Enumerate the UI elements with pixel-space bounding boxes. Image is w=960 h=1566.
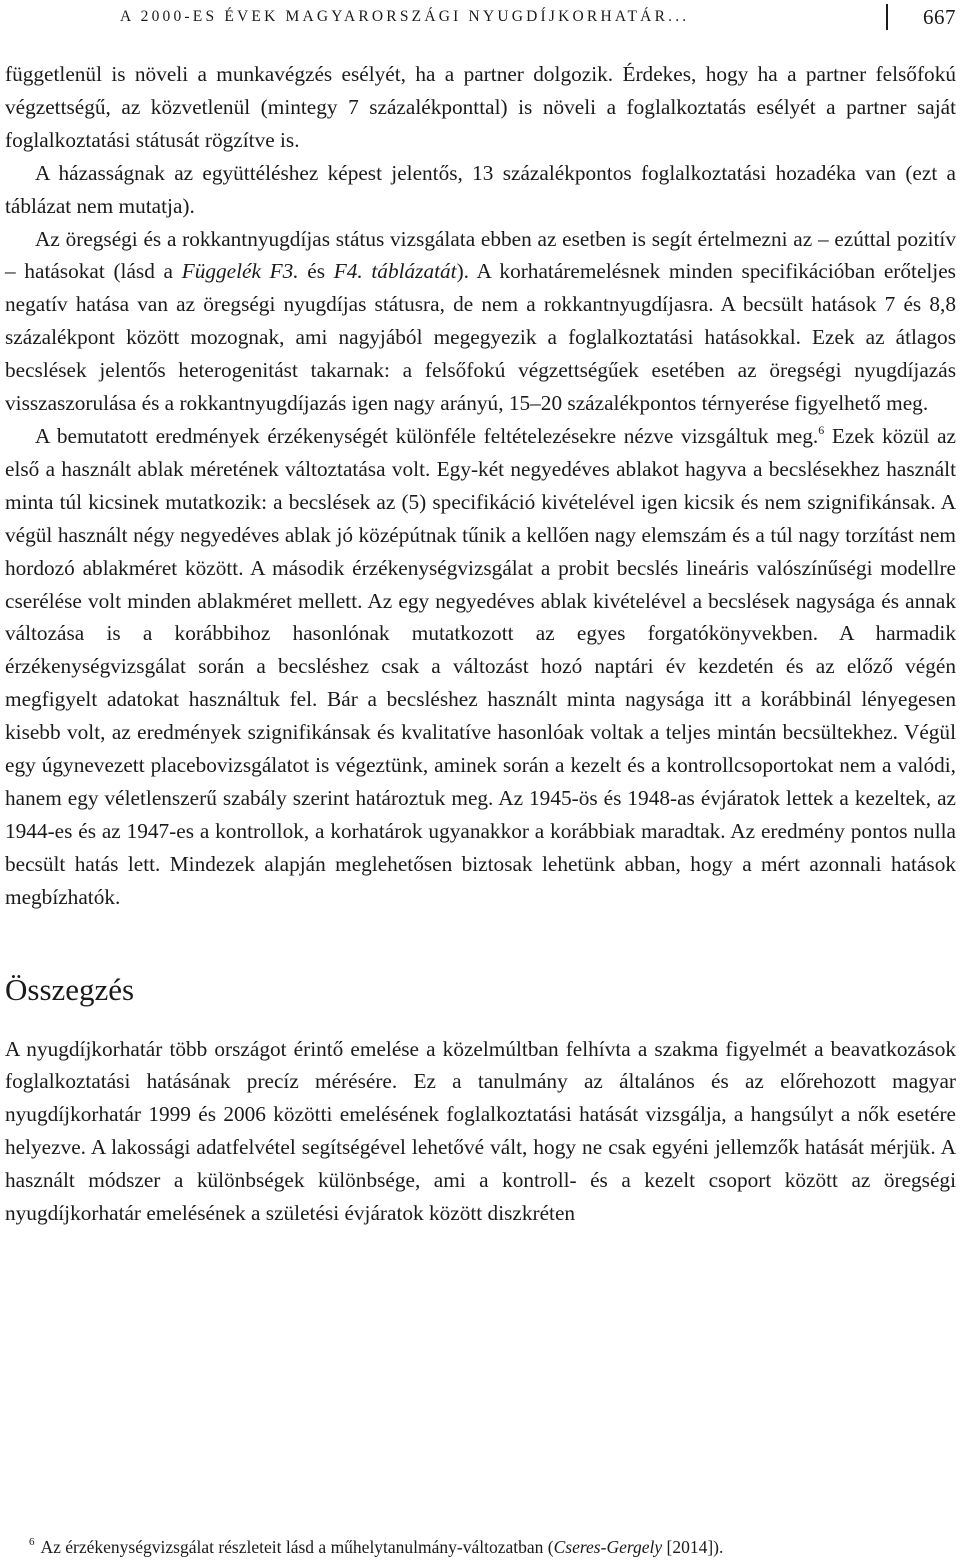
main-text: [5, 58, 956, 1230]
appendix-reference: F4. táblázatát: [333, 259, 457, 284]
footnote-reference[interactable]: 6: [818, 422, 825, 437]
footnote: [5, 1530, 956, 1559]
appendix-reference: Függelék F3.: [181, 259, 299, 284]
paragraph-marriage: A házasságnak az együttéléshez képest jelentős, 13 százalékpontos foglalkoztatási hozadéka van (ezt a táblázat nem mutatja).: [5, 160, 956, 218]
footnote-text: Az érzékenységvizsgálat részleteit lásd a műhelytanulmány-változatban (: [40, 1537, 554, 1557]
paragraph-sensitivity: [5, 420, 956, 914]
paragraph-text: ). A korhatáremelésnek minden specifikációban erőteljes negatív hatása van az öregségi nyugdíjas státusra, de nem a rokkantnyugdíjasra. A becsült hatások 7 és 8,8 százalékpont között mozognak, ami nagyjából megegyezik a foglalkoztatási hatásokkal. Ezek az átlagos becslések jelentős heterogenitást takarnak: a felsőfokú végzettségűek esetében az öregségi nyugdíjazás visszaszorulása és a rokkantnyugdíjazás igen nagy arányú, 15–20 százalékpontos térnyerése figyelhető meg.: [5, 259, 956, 416]
paragraph-text: és: [298, 259, 334, 284]
paragraph-text: A bemutatott eredmények érzékenységét különféle feltételezésekre nézve vizsgáltuk meg.: [35, 423, 819, 448]
paragraph-text: Ezek közül az első a használt ablak méretének változtatása volt. Egy-két negyedéves ablakot hagyva a becslésekhez használt minta túl kicsinek mutatkozik: a becslések az (5) specifikáció kivételével igen kicsik és nem szignifikánsak. A végül használt négy negyedéves ablak jó középútnak tűnik a kellően nagy elemszám és a túl nagy torzítást nem hordozó ablakméret között. A második érzékenységvizsgálat a probit becslés lineáris valószínűségi modellre cserélése volt minden ablakméret mellett. Az egy negyedéves ablak kivételével a becslések nagysága és annak változása is a korábbihoz hasonlónak mutatkozott az egyes forgatókönyvekben. A harmadik érzékenységvizsgálat során a becsléshez csak a változást hozó naptári év kezdetén és az előző végén megfigyelt adatokat használtuk fel. Bár a becsléshez használt minta nagysága itt a korábbinál lényegesen kisebb volt, az eredmények szignifikánsak és kvalitatíve hasonlóak voltak a teljes mintán becsültekhez. Végül egy úgynevezett placebovizsgálatot is végeztünk, aminek során a kezelt és a kontrollcsoportokat nem a valódi, hanem egy véletlenszerű szabály szerint határoztuk meg. Az 1945-ös és 1948-as évjáratok lettek a kezeltek, az 1944-es és az 1947-es a kontrollok, a korhatárok ugyanakkor a korábbiak maradtak. Az eredmény pontos nulla becsült hatás lett. Mindezek alapján meglehetősen biztosak lehetünk abban, hogy a mért azonnali hatások megbízhatók.: [5, 423, 956, 909]
header-divider: [886, 4, 888, 30]
running-title: A 2000-ES ÉVEK MAGYARORSZÁGI NYUGDÍJKORHATÁR...: [120, 8, 690, 25]
footnote-text: [2014]).: [662, 1537, 724, 1557]
paragraph-continued: függetlenül is növeli a munkavégzés esélyét, ha a partner dolgozik. Érdekes, hogy ha a partner felsőfokú végzettségű, az közvetlenül (mintegy 7 százalékponttal) is növeli a foglalkoztatás esélyét a partner saját foglalkoztatási státusát rögzítve is.: [5, 62, 956, 152]
section-heading: Összegzés: [5, 971, 135, 1007]
running-header: [120, 4, 956, 30]
paragraph-summary: A nyugdíjkorhatár több országot érintő emelése a közelmúltban felhívta a szakma figyelmét a beavatkozások foglalkoztatási hatásának precíz mérésére. Ez a tanulmány az általános és az előrehozott magyar nyugdíjkorhatár 1999 és 2006 közötti emelésének foglalkoztatási hatását vizsgálja, a hangsúlyt a nők esetére helyezve. A lakossági adatfelvétel segítségével lehetővé vált, hogy ne csak egyéni jellemzők hatását mérjük. A használt módszer a különbségek különbsége, ami a kontroll- és a kezelt csoport között az öregségi nyugdíjkorhatár emelésének a születési évjáratok között diszkréten: [5, 1036, 956, 1226]
footnote-number: 6: [29, 1536, 35, 1548]
footnote-author: Cseres-Gergely: [553, 1537, 663, 1557]
page-number: 667: [923, 5, 956, 29]
paragraph-text: Az öregségi és a rokkantnyugdíjas státus vizsgálata ebben az esetben is segít értelmezni az – ezúttal pozitív – hatásokat (lásd a: [5, 226, 956, 284]
paragraph-pension-status: [5, 223, 956, 420]
